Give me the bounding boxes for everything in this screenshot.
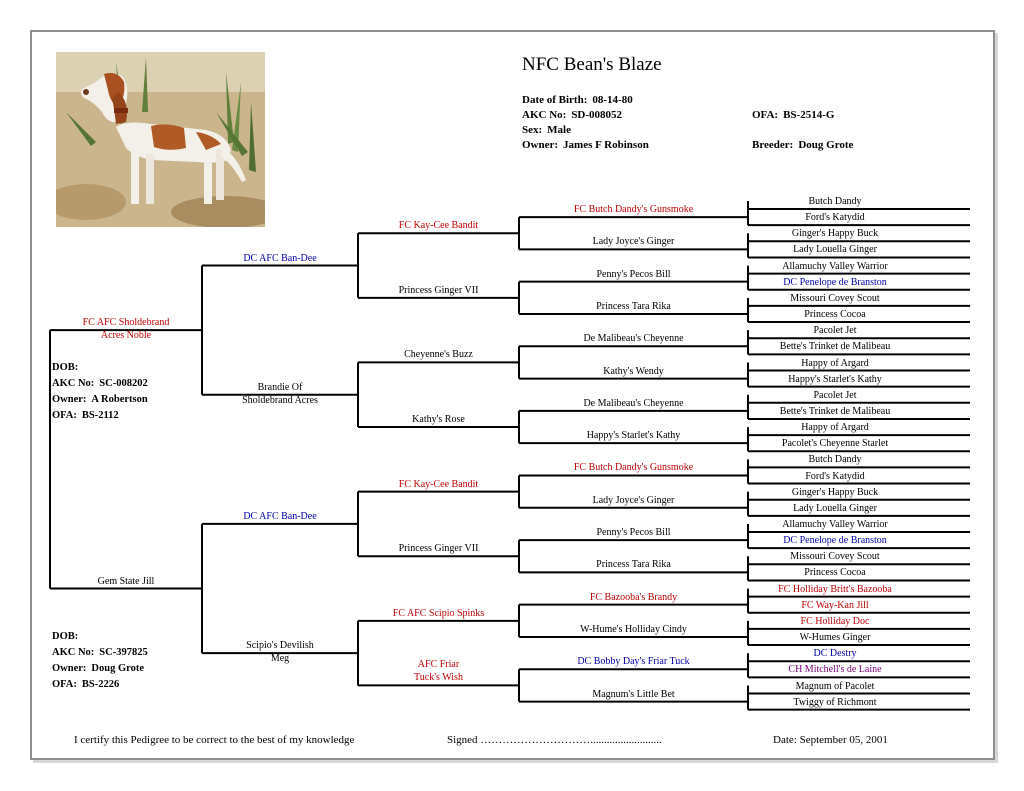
- ancestor-gen5: Bette's Trinket de Malibeau: [779, 405, 891, 417]
- name-line: Brandie Of: [257, 381, 303, 393]
- ancestor-gen4: De Malibeau's Cheyenne: [583, 333, 684, 345]
- ancestor-gen5: FC Holliday Britt's Bazooba: [778, 583, 892, 595]
- detail-label: Owner:: [52, 662, 87, 674]
- detail-label: AKC No:: [52, 378, 95, 390]
- field-label: Sex:: [522, 124, 543, 136]
- detail-value: SC-008202: [99, 378, 148, 390]
- ancestor-gen2: DC AFC Ban-Dee: [243, 510, 317, 522]
- ancestor-gen5: Butch Dandy: [808, 196, 862, 207]
- ancestor-gen4: Kathy's Wendy: [603, 365, 664, 377]
- ancestor-gen5: FC Holliday Doc: [800, 615, 870, 627]
- detail-value: A Robertson: [91, 394, 148, 406]
- ancestor-gen5: Ford's Katydid: [805, 212, 865, 224]
- detail-row: [52, 629, 83, 645]
- date-label: Date:: [773, 734, 797, 746]
- ancestor-gen5: Allamuchy Valley Warrior: [782, 519, 888, 530]
- ancestor-gen5: Pacolet's Cheyenne Starlet: [781, 438, 889, 450]
- detail-row: [52, 645, 148, 661]
- ancestor-gen5: Happy of Argard: [801, 422, 869, 434]
- ancestor-gen3: Kathy's Rose: [412, 414, 465, 426]
- ancestor-gen3: Princess Ginger VII: [398, 284, 479, 296]
- name-line: Tuck's Wish: [414, 672, 463, 684]
- detail-label: AKC No:: [52, 646, 95, 658]
- field-label: OFA:: [752, 109, 779, 121]
- field-value: Doug Grote: [798, 139, 854, 151]
- field-label: Breeder:: [752, 139, 794, 151]
- ancestor-gen5: Butch Dandy: [808, 454, 862, 466]
- detail-row: [52, 677, 119, 693]
- ancestor-gen5: Princess Cocoa: [804, 309, 866, 321]
- name-line: Sholdebrand Acres: [242, 394, 318, 406]
- ancestor-gen4: FC Butch Dandy's Gunsmoke: [573, 204, 694, 216]
- ancestor-gen2: [170, 639, 390, 665]
- field-value: SD-008052: [571, 109, 623, 121]
- detail-row: [52, 360, 83, 376]
- ancestor-gen4: De Malibeau's Cheyenne: [583, 397, 684, 409]
- ancestor-gen3: Princess Ginger VII: [398, 543, 479, 555]
- ancestor-gen5: Ford's Katydid: [805, 470, 865, 482]
- ancestor-gen4: FC Bazooba's Brandy: [589, 591, 678, 603]
- ancestor-gen5: Missouri Covey Scout: [790, 292, 880, 304]
- ancestor-gen5: Magnum of Pacolet: [795, 680, 875, 692]
- ancestor-gen4: Penny's Pecos Bill: [596, 268, 671, 280]
- detail-row: [52, 408, 119, 424]
- detail-label: DOB:: [52, 630, 79, 642]
- field-value: BS-2514-G: [783, 109, 835, 121]
- dam-name: Gem State Jill: [97, 575, 155, 587]
- field-label: AKC No:: [522, 109, 567, 121]
- name-line: AFC Friar: [417, 659, 460, 671]
- ancestor-gen4: Lady Joyce's Ginger: [592, 236, 675, 248]
- ancestor-gen5: Twiggy of Richmont: [793, 696, 877, 708]
- detail-value: SC-397825: [99, 646, 148, 658]
- ancestor-gen5: Missouri Covey Scout: [790, 551, 880, 563]
- date-value: September 05, 2001: [799, 734, 888, 746]
- ancestor-gen5: Bette's Trinket de Malibeau: [779, 341, 891, 353]
- ancestor-gen5: CH Mitchell's de Laine: [788, 664, 882, 676]
- ancestor-gen5: Lady Louella Ginger: [793, 502, 877, 514]
- ancestor-gen3: Cheyenne's Buzz: [404, 349, 473, 361]
- ancestor-gen4: Happy's Starlet's Kathy: [586, 430, 681, 442]
- ancestor-gen5: Ginger's Happy Buck: [791, 486, 879, 498]
- ancestor-gen4: Princess Tara Rika: [596, 300, 671, 312]
- detail-label: OFA:: [52, 678, 77, 690]
- sire-name: [16, 316, 236, 342]
- ancestor-gen5: Happy's Starlet's Kathy: [788, 373, 882, 385]
- signature-line: Signed …………………………..........................: [447, 734, 662, 746]
- ancestor-gen5: FC Way-Kan Jill: [801, 599, 869, 611]
- ancestor-gen5: Allamuchy Valley Warrior: [782, 260, 888, 272]
- ancestor-gen4: Penny's Pecos Bill: [596, 527, 671, 539]
- ancestor-gen5: DC Penelope de Branston: [783, 535, 887, 547]
- detail-label: DOB:: [52, 362, 79, 374]
- ancestor-gen5: DC Penelope de Branston: [783, 276, 887, 288]
- detail-row: [52, 661, 144, 677]
- footer-date: [773, 734, 888, 746]
- ancestor-gen4: Magnum's Little Bet: [592, 688, 675, 700]
- detail-value: BS-2226: [81, 678, 120, 690]
- detail-row: [52, 376, 148, 392]
- dog-name-title: NFC Bean's Blaze: [522, 54, 662, 75]
- name-line: Meg: [270, 653, 290, 665]
- ancestor-gen5: W-Humes Ginger: [799, 632, 871, 644]
- field-value: James F Robinson: [563, 139, 649, 151]
- ancestor-gen5: Happy of Argard: [801, 357, 869, 369]
- certification-text: I certify this Pedigree to be correct to the best of my knowledge: [74, 734, 355, 746]
- detail-label: OFA:: [52, 410, 77, 422]
- ancestor-gen3: FC Kay-Cee Bandit: [398, 478, 479, 490]
- ancestor-gen4: FC Butch Dandy's Gunsmoke: [573, 462, 694, 474]
- name-line: Acres Noble: [100, 330, 152, 342]
- name-line: FC AFC Sholdebrand: [82, 317, 170, 329]
- ancestor-gen5: DC Destry: [813, 648, 857, 660]
- detail-label: Owner:: [52, 394, 87, 406]
- ancestor-gen5: Lady Louella Ginger: [793, 244, 877, 256]
- field-value: 08-14-80: [592, 94, 633, 106]
- ancestor-gen4: Lady Joyce's Ginger: [592, 494, 675, 506]
- ancestor-gen3: FC Kay-Cee Bandit: [398, 220, 479, 232]
- ancestor-gen5: Pacolet Jet: [813, 325, 857, 337]
- detail-row: [52, 392, 148, 408]
- ancestor-gen4: W-Hume's Holliday Cindy: [580, 623, 687, 635]
- ancestor-gen3: FC AFC Scipio Spinks: [392, 607, 485, 619]
- field-value: Male: [547, 124, 571, 136]
- ancestor-gen2: [170, 381, 390, 407]
- detail-value: BS-2112: [81, 410, 119, 422]
- ancestor-gen5: Pacolet Jet: [813, 389, 857, 401]
- name-line: Scipio's Devilish: [246, 640, 314, 652]
- ancestor-gen4: Princess Tara Rika: [596, 559, 671, 571]
- ancestor-gen5: Ginger's Happy Buck: [791, 228, 879, 240]
- field-label: Owner:: [522, 139, 559, 151]
- ancestor-gen4: DC Bobby Day's Friar Tuck: [577, 656, 690, 668]
- ancestor-gen5: Princess Cocoa: [804, 567, 866, 579]
- ancestor-gen2: DC AFC Ban-Dee: [243, 252, 317, 264]
- field-label: Date of Birth:: [522, 94, 588, 106]
- detail-value: Doug Grote: [91, 662, 145, 674]
